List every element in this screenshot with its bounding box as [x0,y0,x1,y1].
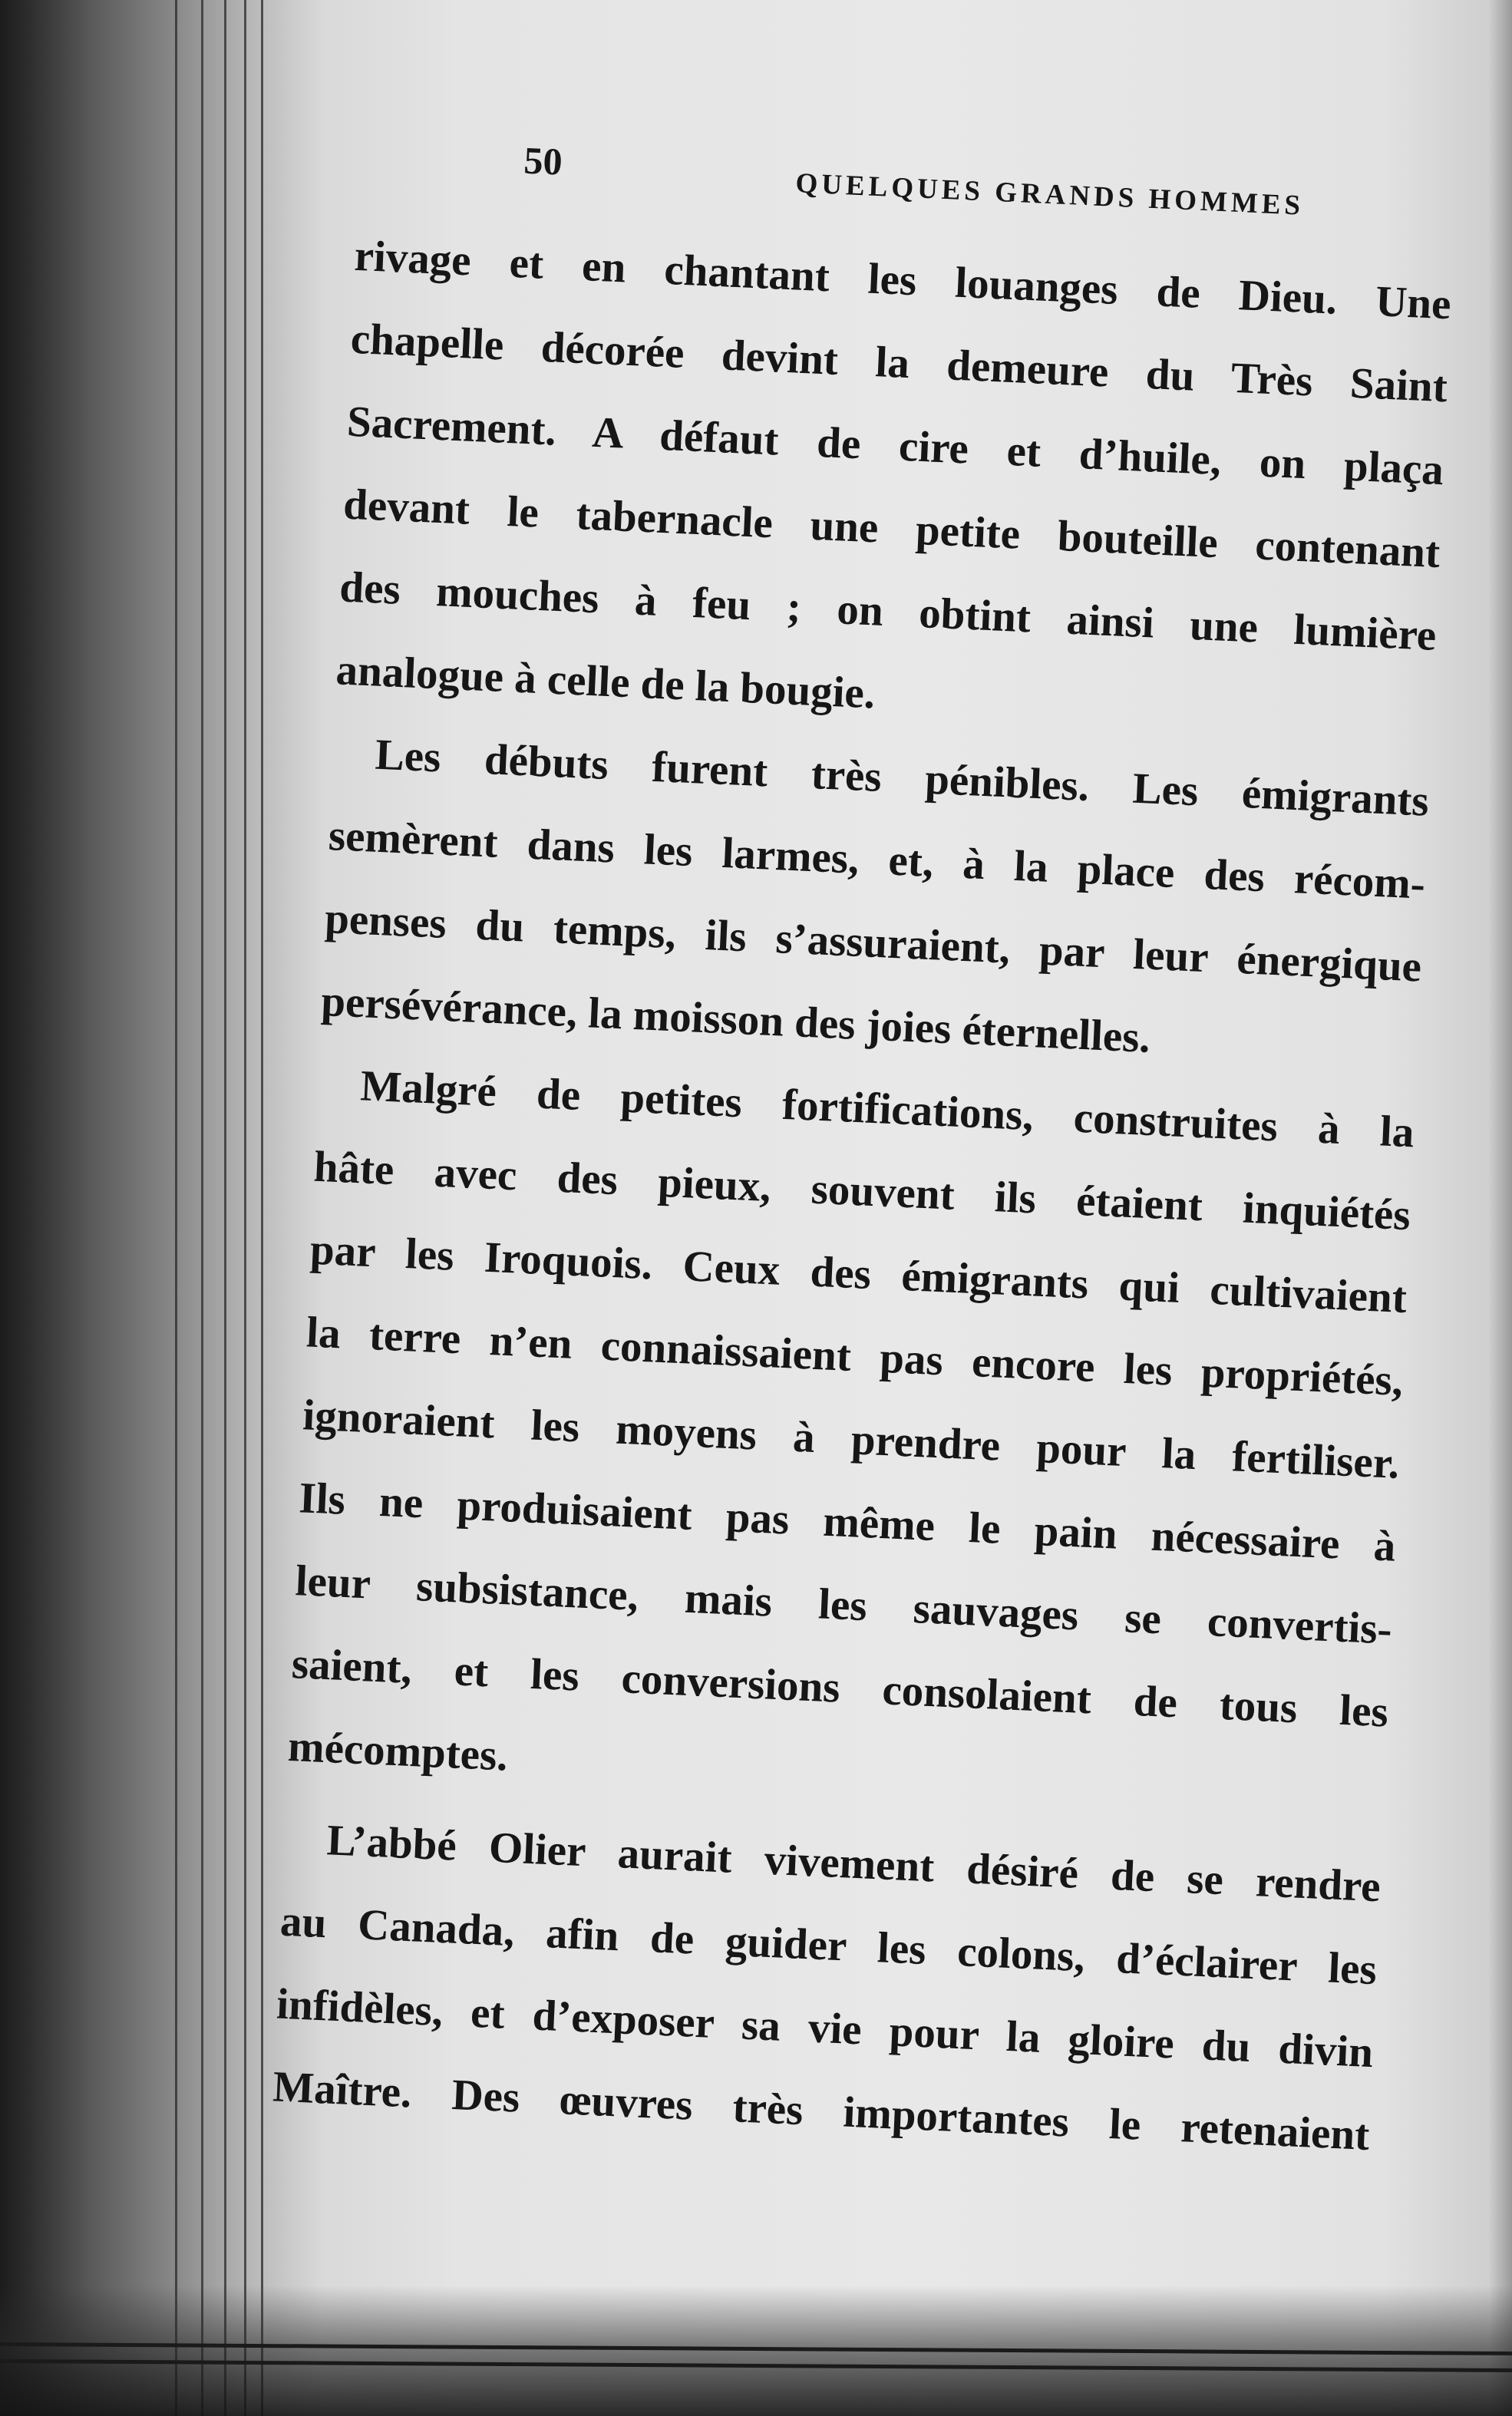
binding-edge-line [261,0,263,2416]
text-line: la terre n’en connaissaient pas encore les propriétés, [305,1308,1405,1406]
body-text [271,215,1453,2177]
binding-edge-line [175,0,177,2416]
paragraph [319,711,1431,1091]
text-line: chapelle décorée devint la demeure du Très Saint [349,314,1449,412]
text-line: Malgré de petites fortifications, construites à la [359,1061,1415,1157]
text-line: des mouches à feu ; on obtint ainsi une lumière [338,563,1438,660]
text-line: Sacrement. A défaut de cire et d’huile, on plaça [345,397,1445,495]
running-title: QUELQUES GRANDS HOMMES [794,167,1305,222]
binding-edge-line [244,0,246,2416]
text-line: semèrent dans les larmes, et, à la place des récom- [327,811,1427,909]
text-line: mécomptes. [286,1721,509,1781]
text-line: penses du temps, ils s’assuraient, par leur énergique [323,893,1423,992]
text-line: analogue à celle de la bougie. [335,645,876,718]
page-number: 50 [523,138,563,183]
text-line: au Canada, afin de guider les colons, d’éclairer les [279,1896,1378,1995]
text-line: Maître. Des œuvres très importantes le retenaient [272,2062,1371,2160]
text-line: leur subsistance, mais les sauvages se convertis- [294,1556,1393,1654]
paragraph [334,215,1452,761]
book-page [271,115,1495,2179]
paragraph [271,1797,1382,2177]
paragraph [286,1043,1416,1837]
text-line: saient, et les conversions consolaient de tous les [290,1639,1390,1737]
text-line: persévérance, la moisson des joies éternelles. [320,976,1152,1062]
text-line: infidèles, et d’exposer sa vie pour la gloire du divin [275,1979,1375,2078]
text-line: Les débuts furent très pénibles. Les émigrants [374,730,1430,826]
binding-edge-line [224,0,226,2416]
text-line: par les Iroquois. Ceux des émigrants qui cultivaient [309,1225,1408,1323]
text-line: rivage et en chantant les louanges de Dieu. Une [353,231,1452,329]
text-line: L’abbé Olier aurait vivement désiré de se rendre [325,1816,1382,1912]
text-line: devant le tabernacle une petite bouteille contenant [342,480,1441,578]
binding-edge-line [201,0,203,2416]
text-line: Ils ne produisaient pas même le pain nécessaire à [298,1474,1397,1571]
text-line: hâte avec des pieux, souvent ils étaient inquiétés [312,1142,1411,1240]
text-line: ignoraient les moyens à prendre pour la fertiliser. [302,1391,1401,1488]
